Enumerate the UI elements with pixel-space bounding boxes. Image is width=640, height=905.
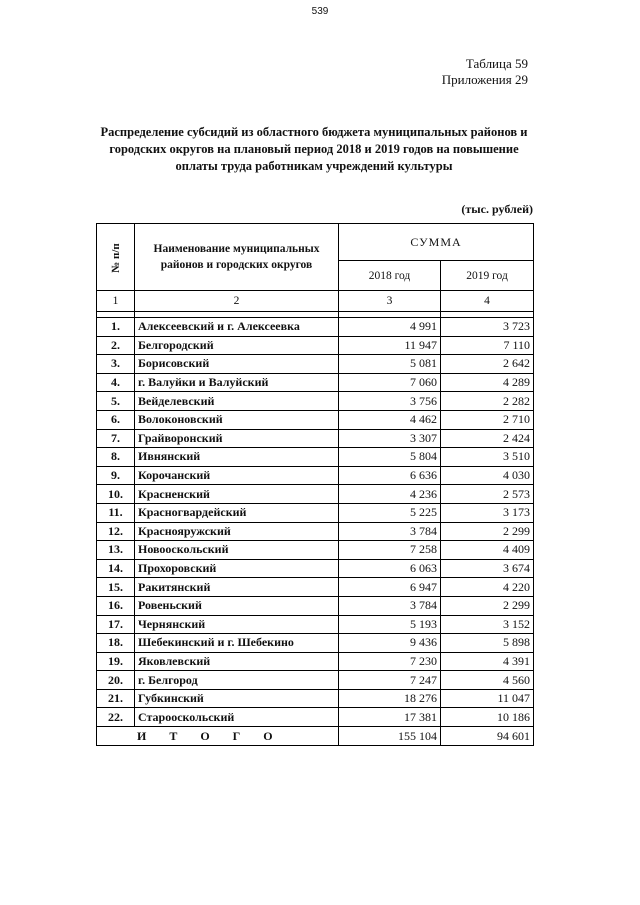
table-row bbox=[97, 671, 534, 690]
amount-2019: 4 289 bbox=[441, 373, 534, 392]
row-number: 20. bbox=[97, 671, 135, 690]
row-number: 13. bbox=[97, 541, 135, 560]
appendix-reference: Приложения 29 bbox=[441, 72, 528, 87]
table-row bbox=[97, 634, 534, 653]
table-row bbox=[97, 615, 534, 634]
table-row bbox=[97, 522, 534, 541]
amount-2019: 11 047 bbox=[441, 689, 534, 708]
table-row bbox=[97, 410, 534, 429]
amount-2018: 18 276 bbox=[339, 689, 441, 708]
table-reference: Таблица 59 bbox=[465, 56, 528, 71]
row-number: 12. bbox=[97, 522, 135, 541]
district-name: Старооскольский bbox=[135, 708, 339, 727]
amount-2018: 5 081 bbox=[339, 355, 441, 374]
amount-2019: 2 573 bbox=[441, 485, 534, 504]
row-number: 11. bbox=[97, 503, 135, 522]
row-number: 10. bbox=[97, 485, 135, 504]
district-name: Корочанский bbox=[135, 466, 339, 485]
total-label: И Т О Г О bbox=[97, 727, 339, 746]
table-row bbox=[97, 373, 534, 392]
table-row bbox=[97, 318, 534, 337]
amount-2018: 3 307 bbox=[339, 429, 441, 448]
amount-2019: 3 723 bbox=[441, 318, 534, 337]
amount-2018: 7 230 bbox=[339, 652, 441, 671]
table-row bbox=[97, 448, 534, 467]
header-sum: СУММА bbox=[339, 224, 534, 261]
column-number: 4 bbox=[441, 291, 534, 312]
row-number: 8. bbox=[97, 448, 135, 467]
amount-2019: 4 560 bbox=[441, 671, 534, 690]
amount-2018: 4 236 bbox=[339, 485, 441, 504]
amount-2019: 4 220 bbox=[441, 578, 534, 597]
amount-2019: 2 299 bbox=[441, 522, 534, 541]
table-row bbox=[97, 559, 534, 578]
amount-2018: 4 462 bbox=[339, 410, 441, 429]
amount-2019: 10 186 bbox=[441, 708, 534, 727]
amount-2019: 2 642 bbox=[441, 355, 534, 374]
row-number: 3. bbox=[97, 355, 135, 374]
amount-2019: 4 391 bbox=[441, 652, 534, 671]
district-name: Красненский bbox=[135, 485, 339, 504]
amount-2018: 7 060 bbox=[339, 373, 441, 392]
header-name: Наименование муниципальных районов и городских округов bbox=[135, 224, 339, 291]
table-row bbox=[97, 652, 534, 671]
amount-2018: 4 991 bbox=[339, 318, 441, 337]
document-title: Распределение субсидий из областного бюджета муниципальных районов и городских округов на плановый период 2018 и 2019 годов на повышение оплаты труда работникам учреждений культуры bbox=[100, 125, 528, 173]
row-number: 21. bbox=[97, 689, 135, 708]
row-number: 16. bbox=[97, 596, 135, 615]
total-2019: 94 601 bbox=[441, 727, 534, 746]
column-number: 2 bbox=[135, 291, 339, 312]
row-number: 4. bbox=[97, 373, 135, 392]
district-name: Борисовский bbox=[135, 355, 339, 374]
page-number: 539 bbox=[311, 6, 329, 17]
table-row bbox=[97, 392, 534, 411]
table-row bbox=[97, 708, 534, 727]
district-name: г. Валуйки и Валуйский bbox=[135, 373, 339, 392]
amount-2019: 3 674 bbox=[441, 559, 534, 578]
district-name: Алексеевский и г. Алексеевка bbox=[135, 318, 339, 337]
district-name: Ракитянский bbox=[135, 578, 339, 597]
amount-2019: 3 510 bbox=[441, 448, 534, 467]
amount-2018: 3 784 bbox=[339, 522, 441, 541]
row-number: 6. bbox=[97, 410, 135, 429]
table-row bbox=[97, 596, 534, 615]
amount-2019: 3 173 bbox=[441, 503, 534, 522]
column-number: 1 bbox=[97, 291, 135, 312]
district-name: Вейделевский bbox=[135, 392, 339, 411]
row-number: 19. bbox=[97, 652, 135, 671]
table-row bbox=[97, 689, 534, 708]
table-row bbox=[97, 466, 534, 485]
amount-2019: 2 282 bbox=[441, 392, 534, 411]
column-numbers-row bbox=[97, 291, 534, 312]
row-number: 7. bbox=[97, 429, 135, 448]
amount-2018: 5 225 bbox=[339, 503, 441, 522]
table-row bbox=[97, 429, 534, 448]
district-name: Волоконовский bbox=[135, 410, 339, 429]
district-name: Яковлевский bbox=[135, 652, 339, 671]
row-number: 5. bbox=[97, 392, 135, 411]
amount-2018: 6 947 bbox=[339, 578, 441, 597]
district-name: Грайворонский bbox=[135, 429, 339, 448]
amount-2018: 17 381 bbox=[339, 708, 441, 727]
district-name: г. Белгород bbox=[135, 671, 339, 690]
amount-2019: 5 898 bbox=[441, 634, 534, 653]
table-row bbox=[97, 336, 534, 355]
row-number: 14. bbox=[97, 559, 135, 578]
amount-2019: 4 409 bbox=[441, 541, 534, 560]
amount-2018: 5 193 bbox=[339, 615, 441, 634]
district-name: Красногвардейский bbox=[135, 503, 339, 522]
total-row bbox=[97, 727, 534, 746]
units-label: (тыс. рублей) bbox=[461, 202, 533, 216]
table-row bbox=[97, 541, 534, 560]
subsidy-table bbox=[96, 223, 534, 746]
total-2018: 155 104 bbox=[339, 727, 441, 746]
table-row bbox=[97, 503, 534, 522]
column-number: 3 bbox=[339, 291, 441, 312]
amount-2019: 2 710 bbox=[441, 410, 534, 429]
header-year-2019: 2019 год bbox=[441, 261, 534, 291]
amount-2019: 4 030 bbox=[441, 466, 534, 485]
row-number: 1. bbox=[97, 318, 135, 337]
row-number: 2. bbox=[97, 336, 135, 355]
row-number: 22. bbox=[97, 708, 135, 727]
row-number: 9. bbox=[97, 466, 135, 485]
amount-2018: 3 784 bbox=[339, 596, 441, 615]
row-number: 17. bbox=[97, 615, 135, 634]
amount-2018: 11 947 bbox=[339, 336, 441, 355]
district-name: Чернянский bbox=[135, 615, 339, 634]
district-name: Губкинский bbox=[135, 689, 339, 708]
district-name: Краснояружский bbox=[135, 522, 339, 541]
district-name: Новооскольский bbox=[135, 541, 339, 560]
district-name: Белгородский bbox=[135, 336, 339, 355]
amount-2019: 3 152 bbox=[441, 615, 534, 634]
amount-2018: 3 756 bbox=[339, 392, 441, 411]
amount-2018: 6 063 bbox=[339, 559, 441, 578]
district-name: Прохоровский bbox=[135, 559, 339, 578]
district-name: Ивнянский bbox=[135, 448, 339, 467]
table-row bbox=[97, 485, 534, 504]
amount-2018: 9 436 bbox=[339, 634, 441, 653]
table-row bbox=[97, 578, 534, 597]
amount-2018: 6 636 bbox=[339, 466, 441, 485]
amount-2018: 5 804 bbox=[339, 448, 441, 467]
amount-2019: 7 110 bbox=[441, 336, 534, 355]
header-number: № п/п bbox=[97, 224, 135, 291]
table-row bbox=[97, 355, 534, 374]
district-name: Шебекинский и г. Шебекино bbox=[135, 634, 339, 653]
row-number: 18. bbox=[97, 634, 135, 653]
amount-2019: 2 424 bbox=[441, 429, 534, 448]
header-year-2018: 2018 год bbox=[339, 261, 441, 291]
amount-2019: 2 299 bbox=[441, 596, 534, 615]
row-number: 15. bbox=[97, 578, 135, 597]
amount-2018: 7 258 bbox=[339, 541, 441, 560]
amount-2018: 7 247 bbox=[339, 671, 441, 690]
district-name: Ровеньский bbox=[135, 596, 339, 615]
